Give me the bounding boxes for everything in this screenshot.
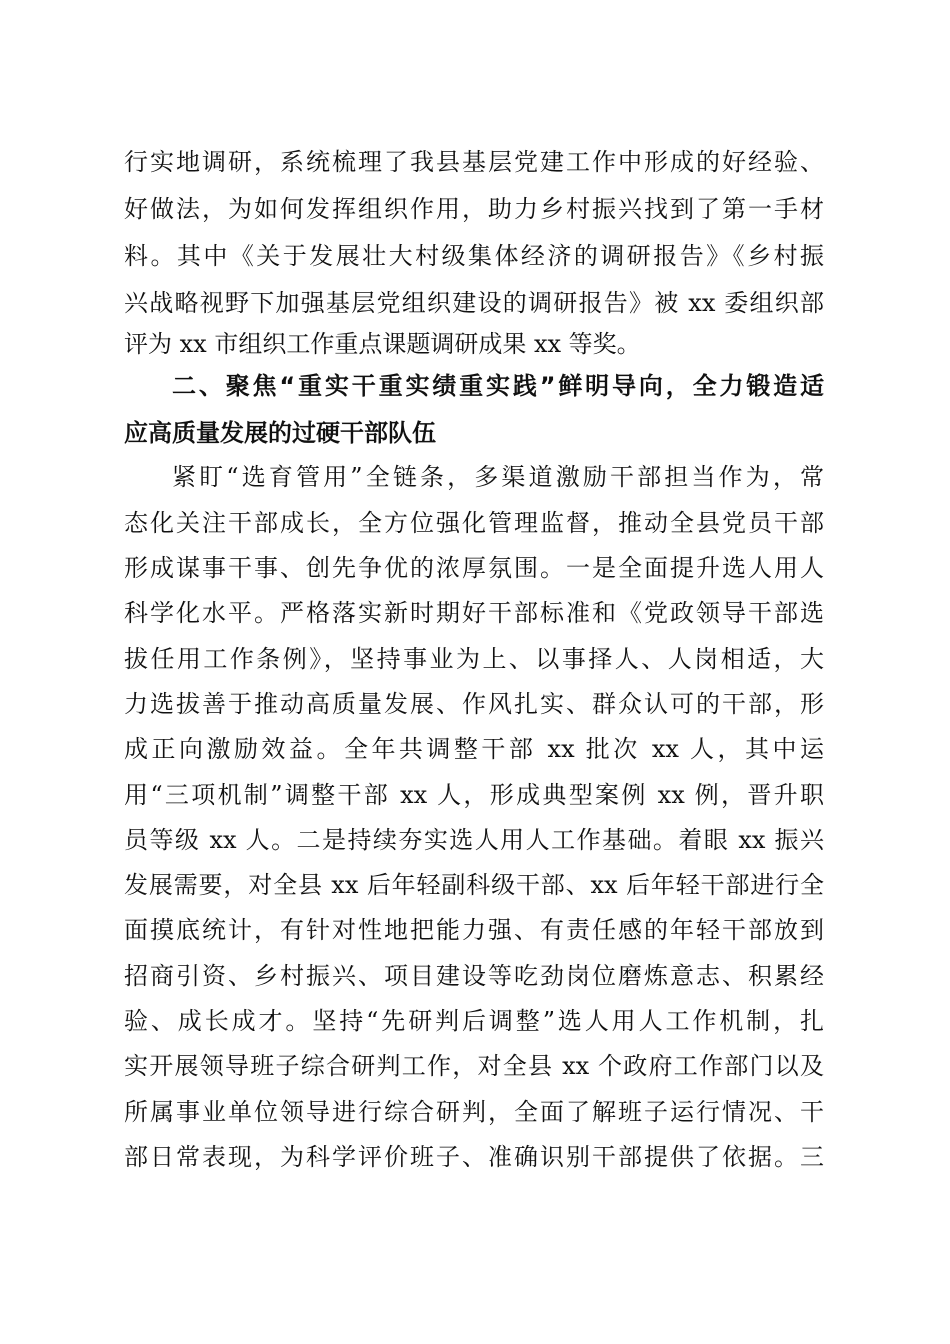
paragraph-1-line: 料。其中《关于发展壮大村级集体经济的调研报告》《乡村振: [124, 242, 824, 270]
paragraph-1-line: 评为 xx 市组织工作重点课题调研成果 xx 等奖。: [124, 330, 641, 358]
paragraph-1-line: 行实地调研，系统梳理了我县基层党建工作中形成的好经验、: [124, 148, 824, 176]
section-heading: 二、聚焦“重实干重实绩重实践”鲜明导向，全力锻造适: [172, 372, 824, 400]
paragraph-2-line: 实开展领导班子综合研判工作，对全县 xx 个政府工作部门以及: [124, 1052, 824, 1080]
paragraph-2-line: 成正向激励效益。全年共调整干部 xx 批次 xx 人，其中运: [124, 735, 824, 763]
paragraph-2-line: 形成谋事干事、创先争优的浓厚氛围。一是全面提升选人用人: [124, 554, 824, 582]
paragraph-2-line: 紧盯“选育管用”全链条，多渠道激励干部担当作为，常: [172, 463, 824, 491]
paragraph-2-line: 态化关注干部成长，全方位强化管理监督，推动全县党员干部: [124, 509, 824, 537]
paragraph-2-line: 拔任用工作条例》，坚持事业为上、以事择人、人岗相适，大: [124, 645, 824, 673]
paragraph-2-line: 科学化水平。严格落实新时期好干部标准和《党政领导干部选: [124, 599, 824, 627]
paragraph-2-line: 力选拔善于推动高质量发展、作风扎实、群众认可的干部，形: [124, 690, 824, 718]
paragraph-2-line: 所属事业单位领导进行综合研判，全面了解班子运行情况、干: [124, 1098, 824, 1126]
paragraph-2-line: 用“三项机制”调整干部 xx 人，形成典型案例 xx 例，晋升职: [124, 781, 824, 809]
paragraph-2-line: 面摸底统计，有针对性地把能力强、有责任感的年轻干部放到: [124, 916, 824, 944]
paragraph-2-line: 招商引资、乡村振兴、项目建设等吃劲岗位磨炼意志、积累经: [124, 962, 824, 990]
section-heading: 应高质量发展的过硬干部队伍: [124, 419, 436, 447]
paragraph-1-line: 好做法，为如何发挥组织作用，助力乡村振兴找到了第一手材: [124, 195, 824, 223]
paragraph-1-line: 兴战略视野下加强基层党组织建设的调研报告》被 xx 委组织部: [124, 289, 824, 317]
paragraph-2-line: 员等级 xx 人。二是持续夯实选人用人工作基础。着眼 xx 振兴: [124, 826, 824, 854]
paragraph-2-line: 验、成长成才。坚持“先研判后调整”选人用人工作机制，扎: [124, 1007, 824, 1035]
paragraph-2-line: 部日常表现，为科学评价班子、准确识别干部提供了依据。三: [124, 1143, 824, 1171]
paragraph-2-line: 发展需要，对全县 xx 后年轻副科级干部、xx 后年轻干部进行全: [124, 871, 824, 899]
